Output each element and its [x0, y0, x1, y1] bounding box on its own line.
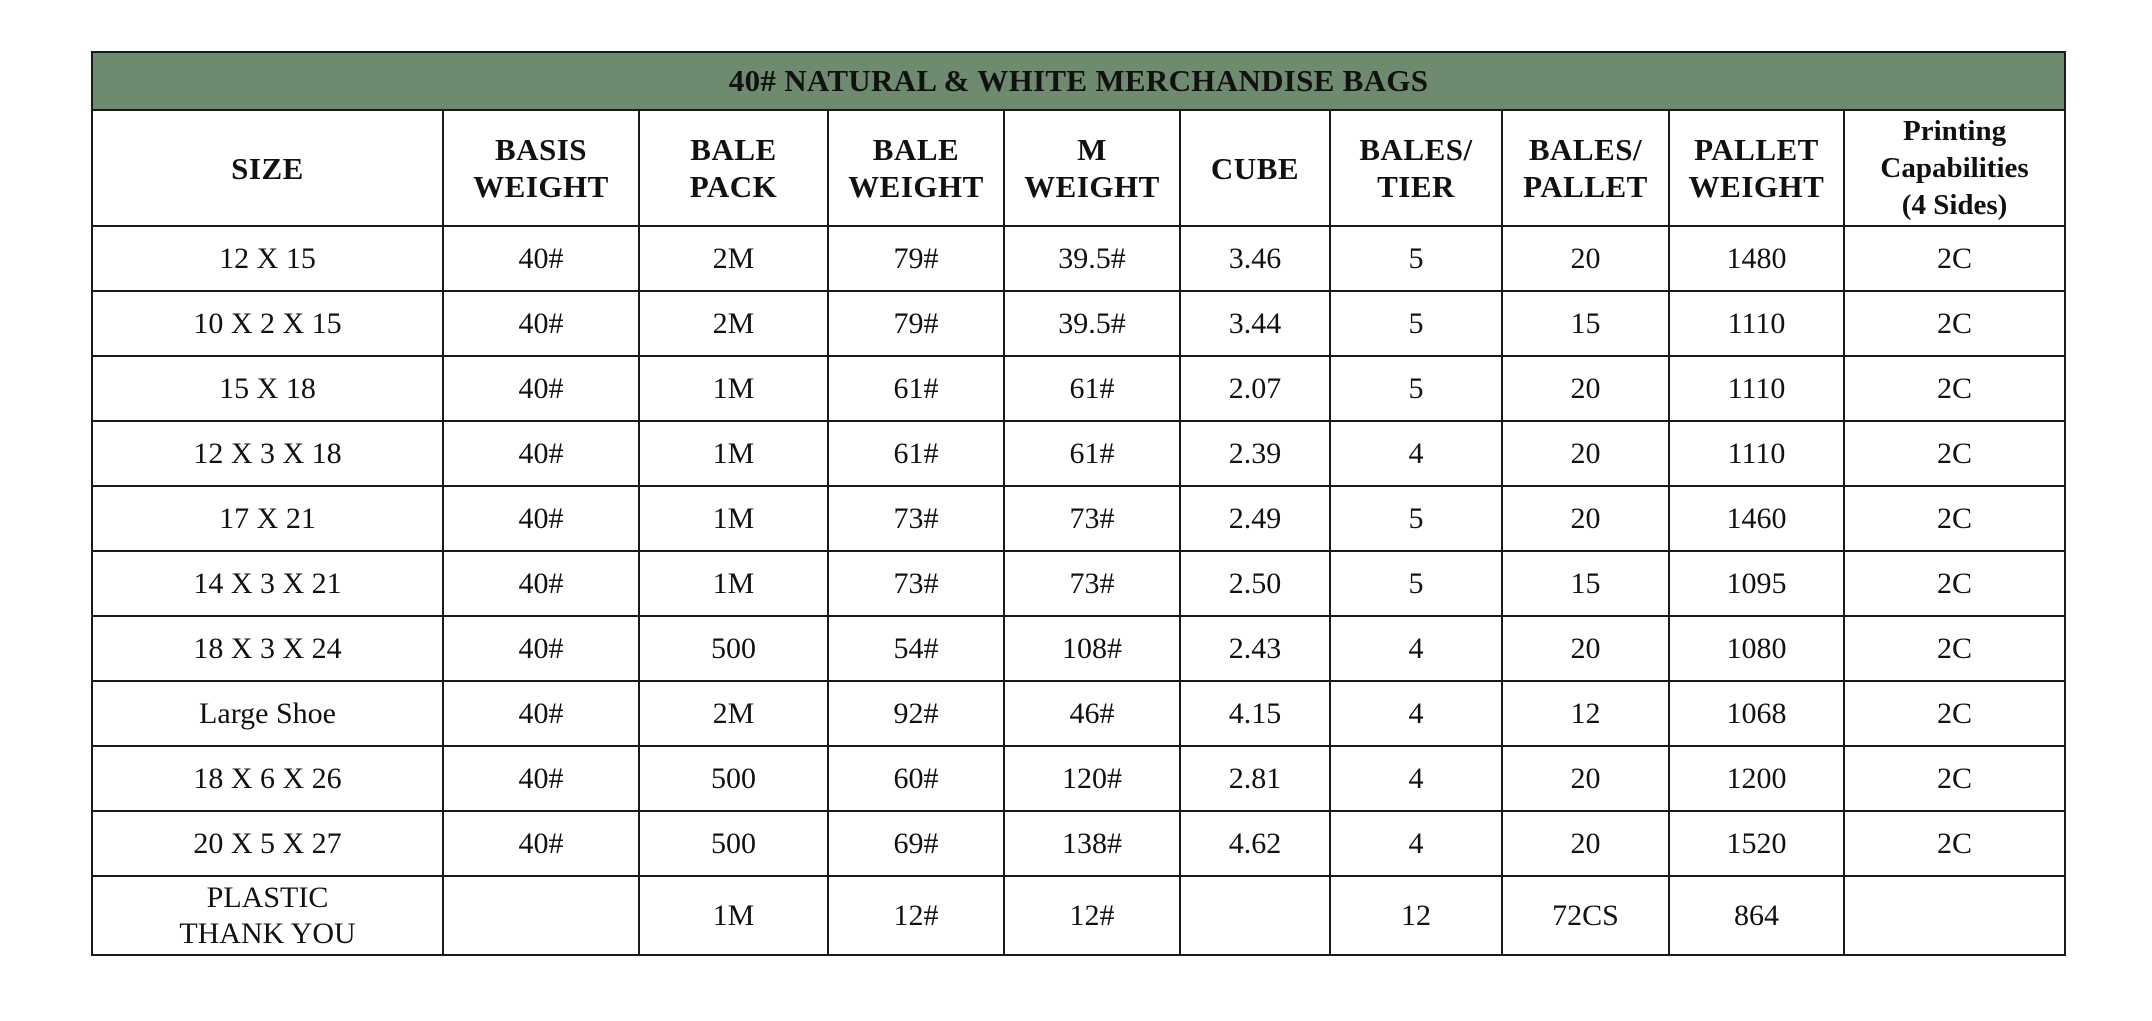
table-cell-bales-per-pallet: 20 — [1502, 486, 1669, 551]
table-cell-size: 14 X 3 X 21 — [92, 551, 443, 616]
table-cell-pallet-weight: 1080 — [1669, 616, 1844, 681]
table-row — [92, 356, 2065, 421]
table-cell-size: 12 X 3 X 18 — [92, 421, 443, 486]
column-header-line: BALES/ — [1359, 132, 1473, 167]
table-cell-bale-weight: 79# — [828, 226, 1004, 291]
column-header-m-weight — [1004, 110, 1180, 226]
document-page — [91, 51, 2064, 956]
table-cell-printing-capabilities: 2C — [1844, 551, 2065, 616]
table-cell-printing-capabilities: 2C — [1844, 681, 2065, 746]
table-cell-bale-pack: 500 — [639, 746, 828, 811]
table-cell-pallet-weight: 1200 — [1669, 746, 1844, 811]
table-cell-printing-capabilities: 2C — [1844, 616, 2065, 681]
table-cell-bale-weight: 79# — [828, 291, 1004, 356]
table-cell-bales-per-pallet: 20 — [1502, 421, 1669, 486]
table-body — [92, 226, 2065, 955]
column-header-line: WEIGHT — [473, 169, 609, 204]
table-cell-m-weight: 120# — [1004, 746, 1180, 811]
table-cell-bales-per-pallet: 20 — [1502, 356, 1669, 421]
column-header-line: PALLET — [1523, 169, 1648, 204]
table-cell-basis-weight: 40# — [443, 616, 639, 681]
column-header-bales-per-pallet — [1502, 110, 1669, 226]
column-header-line: WEIGHT — [1688, 169, 1825, 204]
table-cell-basis-weight: 40# — [443, 746, 639, 811]
table-cell-cube: 2.07 — [1180, 356, 1330, 421]
column-header-line: BALES/ — [1528, 132, 1643, 167]
table-cell-size: 20 X 5 X 27 — [92, 811, 443, 876]
table-cell-pallet-weight: 1110 — [1669, 421, 1844, 486]
table-cell-basis-weight: 40# — [443, 681, 639, 746]
column-header-line: BASIS — [494, 132, 588, 167]
column-header-basis-weight — [443, 110, 639, 226]
table-cell-m-weight: 39.5# — [1004, 226, 1180, 291]
column-header-line: (4 Sides) — [1901, 188, 2008, 221]
table-cell-bales-per-tier: 4 — [1330, 421, 1502, 486]
table-cell-bale-pack: 2M — [639, 291, 828, 356]
table-cell-bales-per-tier: 12 — [1330, 876, 1502, 955]
table-cell-bale-pack: 500 — [639, 811, 828, 876]
table-cell-bale-weight: 54# — [828, 616, 1004, 681]
table-cell-cube: 3.46 — [1180, 226, 1330, 291]
column-header-line: TIER — [1377, 169, 1455, 204]
table-row — [92, 746, 2065, 811]
table-cell-cube: 2.49 — [1180, 486, 1330, 551]
table-cell-bales-per-tier: 5 — [1330, 356, 1502, 421]
table-cell-size: 18 X 3 X 24 — [92, 616, 443, 681]
column-header-line: WEIGHT — [1024, 169, 1160, 204]
table-cell-printing-capabilities: 2C — [1844, 421, 2065, 486]
column-header-line: SIZE — [231, 150, 304, 186]
table-cell-bales-per-tier: 5 — [1330, 291, 1502, 356]
table-cell-cube: 4.15 — [1180, 681, 1330, 746]
table-cell-bales-per-pallet: 15 — [1502, 291, 1669, 356]
table-cell-m-weight: 39.5# — [1004, 291, 1180, 356]
table-cell-size: Large Shoe — [92, 681, 443, 746]
table-cell-printing-capabilities: 2C — [1844, 746, 2065, 811]
table-cell-printing-capabilities — [1844, 876, 2065, 955]
table-row — [92, 876, 2065, 955]
table-cell-bale-weight: 92# — [828, 681, 1004, 746]
table-row — [92, 681, 2065, 746]
size-label-line: PLASTIC — [206, 880, 329, 914]
table-cell-bale-weight: 73# — [828, 486, 1004, 551]
table-cell-pallet-weight: 1095 — [1669, 551, 1844, 616]
table-cell-bales-per-pallet: 20 — [1502, 616, 1669, 681]
table-cell-size: 15 X 18 — [92, 356, 443, 421]
table-cell-bale-pack: 500 — [639, 616, 828, 681]
table-cell-bales-per-tier: 5 — [1330, 226, 1502, 291]
column-header-bale-pack — [639, 110, 828, 226]
table-cell-bales-per-pallet: 12 — [1502, 681, 1669, 746]
column-header-cube — [1180, 110, 1330, 226]
table-cell-bales-per-pallet: 20 — [1502, 811, 1669, 876]
table-cell-bale-weight: 73# — [828, 551, 1004, 616]
table-cell-bale-weight: 60# — [828, 746, 1004, 811]
table-cell-bale-pack: 2M — [639, 226, 828, 291]
table-title: 40# NATURAL & WHITE MERCHANDISE BAGS — [92, 52, 2065, 110]
table-cell-bale-pack: 1M — [639, 876, 828, 955]
table-cell-basis-weight: 40# — [443, 486, 639, 551]
table-row — [92, 291, 2065, 356]
table-cell-bales-per-pallet: 20 — [1502, 226, 1669, 291]
table-cell-basis-weight: 40# — [443, 356, 639, 421]
table-cell-pallet-weight: 864 — [1669, 876, 1844, 955]
column-header-line: Printing — [1902, 114, 2007, 147]
table-cell-bale-pack: 1M — [639, 421, 828, 486]
table-cell-basis-weight — [443, 876, 639, 955]
table-row — [92, 486, 2065, 551]
column-header-line: WEIGHT — [848, 169, 984, 204]
table-cell-size: 10 X 2 X 15 — [92, 291, 443, 356]
table-cell-bales-per-tier: 5 — [1330, 551, 1502, 616]
table-cell-bales-per-tier: 5 — [1330, 486, 1502, 551]
table-row — [92, 421, 2065, 486]
table-cell-cube: 2.43 — [1180, 616, 1330, 681]
table-cell-printing-capabilities: 2C — [1844, 486, 2065, 551]
table-cell-pallet-weight: 1480 — [1669, 226, 1844, 291]
table-cell-pallet-weight: 1460 — [1669, 486, 1844, 551]
column-header-bales-per-tier — [1330, 110, 1502, 226]
table-cell-pallet-weight: 1520 — [1669, 811, 1844, 876]
column-header-line: Capabilities — [1880, 151, 2029, 184]
table-cell-bales-per-tier: 4 — [1330, 681, 1502, 746]
table-cell-bale-pack: 1M — [639, 486, 828, 551]
header-row — [92, 110, 2065, 226]
table-cell-m-weight: 73# — [1004, 486, 1180, 551]
table-row — [92, 616, 2065, 681]
table-cell-basis-weight: 40# — [443, 226, 639, 291]
column-header-bale-weight — [828, 110, 1004, 226]
column-header-line: PALLET — [1694, 132, 1819, 167]
table-cell-m-weight: 61# — [1004, 421, 1180, 486]
table-cell-m-weight: 138# — [1004, 811, 1180, 876]
table-cell-basis-weight: 40# — [443, 421, 639, 486]
table-cell-printing-capabilities: 2C — [1844, 291, 2065, 356]
table-cell-bales-per-pallet: 20 — [1502, 746, 1669, 811]
table-cell-basis-weight: 40# — [443, 811, 639, 876]
table-cell-bales-per-pallet: 15 — [1502, 551, 1669, 616]
table-cell-bales-per-tier: 4 — [1330, 811, 1502, 876]
table-cell-printing-capabilities: 2C — [1844, 811, 2065, 876]
table-cell-bale-pack: 1M — [639, 551, 828, 616]
table-cell-bale-pack: 1M — [639, 356, 828, 421]
table-cell-size — [92, 876, 443, 955]
column-header-line: PACK — [689, 169, 778, 204]
table-cell-bale-weight: 12# — [828, 876, 1004, 955]
table-cell-pallet-weight: 1110 — [1669, 356, 1844, 421]
table-cell-bale-weight: 61# — [828, 356, 1004, 421]
table-cell-bales-per-tier: 4 — [1330, 746, 1502, 811]
table-cell-cube: 2.50 — [1180, 551, 1330, 616]
table-cell-bale-weight: 69# — [828, 811, 1004, 876]
size-label-line: THANK YOU — [179, 916, 356, 950]
table-cell-printing-capabilities: 2C — [1844, 356, 2065, 421]
table-row — [92, 551, 2065, 616]
table-cell-cube: 4.62 — [1180, 811, 1330, 876]
table-cell-pallet-weight: 1110 — [1669, 291, 1844, 356]
table-cell-cube: 2.81 — [1180, 746, 1330, 811]
table-cell-bales-per-tier: 4 — [1330, 616, 1502, 681]
table-cell-bales-per-pallet: 72CS — [1502, 876, 1669, 955]
table-cell-cube — [1180, 876, 1330, 955]
table-cell-pallet-weight: 1068 — [1669, 681, 1844, 746]
table-cell-cube: 2.39 — [1180, 421, 1330, 486]
column-header-line: CUBE — [1210, 150, 1300, 186]
table-cell-m-weight: 46# — [1004, 681, 1180, 746]
table-cell-size: 12 X 15 — [92, 226, 443, 291]
column-header-line: BALE — [690, 132, 777, 167]
table-row — [92, 226, 2065, 291]
table-cell-printing-capabilities: 2C — [1844, 226, 2065, 291]
table-cell-m-weight: 108# — [1004, 616, 1180, 681]
table-row — [92, 811, 2065, 876]
table-cell-basis-weight: 40# — [443, 551, 639, 616]
table-cell-size: 18 X 6 X 26 — [92, 746, 443, 811]
table-cell-m-weight: 61# — [1004, 356, 1180, 421]
column-header-printing-capabilities — [1844, 110, 2065, 226]
table-cell-cube: 3.44 — [1180, 291, 1330, 356]
table-cell-bale-pack: 2M — [639, 681, 828, 746]
merchandise-bags-table — [91, 51, 2066, 956]
table-cell-bale-weight: 61# — [828, 421, 1004, 486]
column-header-line: BALE — [872, 132, 960, 167]
table-cell-m-weight: 12# — [1004, 876, 1180, 955]
table-cell-m-weight: 73# — [1004, 551, 1180, 616]
column-header-size — [92, 110, 443, 226]
column-header-pallet-weight — [1669, 110, 1844, 226]
table-cell-basis-weight: 40# — [443, 291, 639, 356]
table-cell-size: 17 X 21 — [92, 486, 443, 551]
column-header-line: M — [1077, 132, 1107, 167]
